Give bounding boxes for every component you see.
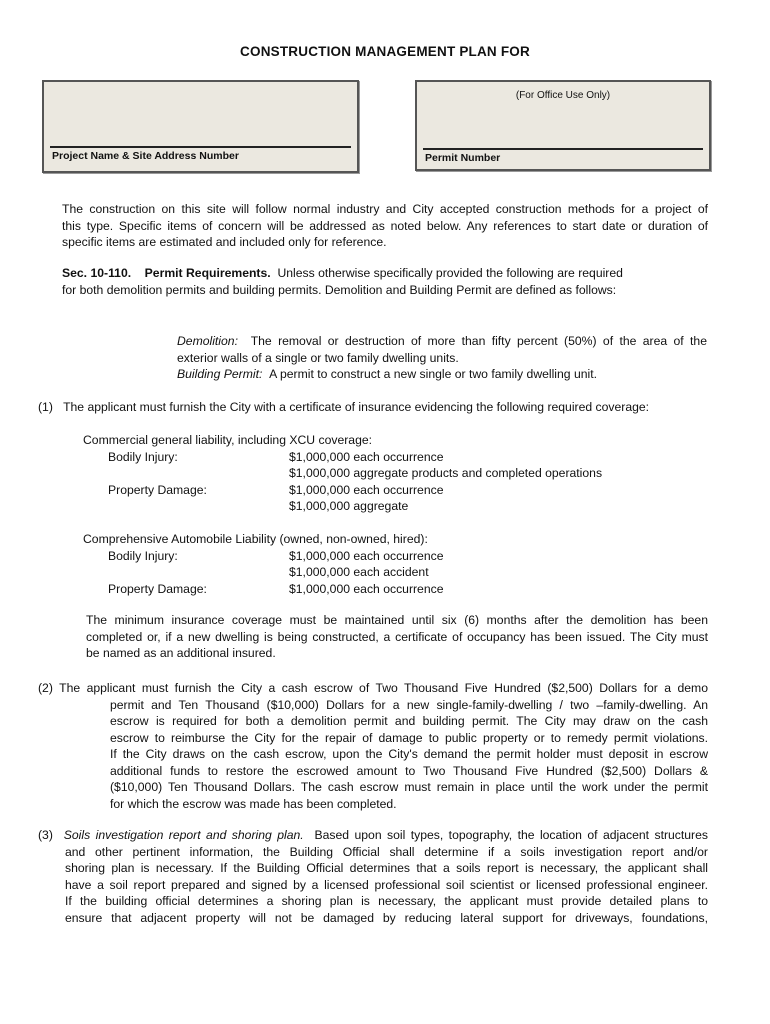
text-line: for both demolition permits and building permits. Demolition and Building Permit are defined as follows: bbox=[62, 282, 617, 297]
coverage-value: $1,000,000 aggregate products and completed operations bbox=[289, 466, 603, 480]
definition-term: Demolition: bbox=[177, 334, 238, 348]
signature-line bbox=[423, 148, 703, 150]
text-line: The construction on this site will follow normal industry and City accepted construction methods for a project of bbox=[62, 202, 708, 216]
text-line: If the City draws on the cash escrow, upon the City's demand the permit holder must deposit in escrow bbox=[110, 747, 708, 761]
text-line: this type. Specific items of concern will be addressed as noted below. Any references to start date or duration of bbox=[62, 218, 708, 233]
text-line: The removal or destruction of more than fifty percent (50%) of the area of the bbox=[250, 334, 707, 348]
text-line: for which the escrow was made has been completed. bbox=[110, 796, 397, 811]
item-2 bbox=[38, 680, 708, 697]
item-2-continued bbox=[110, 697, 708, 813]
coverage-value: $1,000,000 each occurrence bbox=[289, 548, 444, 563]
cgl-heading: Commercial general liability, including XCU coverage: bbox=[83, 433, 373, 447]
text-line: permit and Ten Thousand ($10,000) Dollars for a new single-family-dwelling / two –family-dwelling. An bbox=[110, 697, 708, 712]
project-name-field[interactable] bbox=[42, 80, 359, 173]
project-name-label: Project Name & Site Address Number bbox=[52, 150, 239, 162]
permit-number-label: Permit Number bbox=[425, 152, 501, 164]
definitions bbox=[177, 333, 707, 383]
coverage-value: $1,000,000 each accident bbox=[289, 565, 429, 579]
coverage-label: Property Damage: bbox=[108, 482, 207, 497]
signature-line bbox=[50, 146, 351, 148]
text-line: and other pertinent information, the Building Official shall determine if a soils investigation report and/or bbox=[65, 844, 708, 859]
text-line: exterior walls of a single or two family dwelling units. bbox=[177, 350, 459, 365]
text-line: be named as an additional insured. bbox=[86, 646, 276, 660]
permit-number-field[interactable] bbox=[415, 80, 711, 171]
text-line: additional funds to restore the escrowed amount to Two Thousand Five Hundred ($2,500) Dollars & bbox=[110, 763, 708, 778]
item-heading: Soils investigation report and shoring plan. bbox=[63, 828, 304, 842]
text-line: (2) The applicant must furnish the City a cash escrow of Two Thousand Five Hundred ($2,500) Dollars for a demo bbox=[38, 681, 708, 695]
minimum-insurance-paragraph bbox=[86, 612, 708, 662]
text-line: escrow to reimburse the City for the repair of damage to public property or to remedy permit violations. bbox=[110, 730, 708, 745]
office-use-note: (For Office Use Only) bbox=[515, 90, 611, 101]
item-1 bbox=[38, 399, 649, 416]
text-line: A permit to construct a new single or two family dwelling unit. bbox=[269, 367, 597, 381]
coverage-value: $1,000,000 each occurrence bbox=[289, 449, 444, 464]
coverage-label: Bodily Injury: bbox=[108, 449, 178, 464]
intro-paragraph bbox=[62, 201, 708, 251]
text-line: The applicant must furnish the City with a certificate of insurance evidencing the following required coverage: bbox=[63, 400, 650, 414]
section-heading: Permit Requirements. bbox=[144, 266, 271, 280]
item-3 bbox=[38, 827, 708, 844]
text-line: Based upon soil types, topography, the location of adjacent structures bbox=[314, 828, 708, 842]
coverage-value: $1,000,000 each occurrence bbox=[289, 581, 444, 596]
auto-heading: Comprehensive Automobile Liability (owned, non-owned, hired): bbox=[83, 532, 428, 546]
text-line: The minimum insurance coverage must be maintained until six (6) months after the demolition has been bbox=[86, 613, 708, 627]
item-number: (3) bbox=[38, 828, 53, 842]
coverage-label: Property Damage: bbox=[108, 581, 207, 596]
item-3-continued bbox=[65, 844, 708, 927]
section-number: Sec. 10-110. bbox=[62, 266, 132, 280]
text-line: shoring plan is necessary. If the Building Official determines that a soils report is necessary, the applicant shall bbox=[65, 861, 708, 875]
text-line: specific items are estimated and included only for reference. bbox=[62, 235, 387, 249]
text-line: escrow is required for both a demolition permit and building permit. The City may draw on the cash bbox=[110, 714, 708, 728]
coverage-value: $1,000,000 each occurrence bbox=[289, 482, 444, 497]
text-line: ensure that adjacent property will not be damaged by reducing lateral support for driveways, foundations, bbox=[65, 910, 708, 925]
section-10-110 bbox=[62, 265, 722, 298]
definition-term: Building Permit: bbox=[177, 367, 263, 381]
coverage-value: $1,000,000 aggregate bbox=[289, 499, 409, 513]
text-line: If the building official determines a shoring plan is necessary, the applicant must provide detailed plans to bbox=[65, 894, 708, 908]
coverage-label: Bodily Injury: bbox=[108, 548, 178, 563]
text-line: Unless otherwise specifically provided the following are required bbox=[277, 266, 623, 280]
document-title: CONSTRUCTION MANAGEMENT PLAN FOR bbox=[240, 44, 530, 59]
text-line: have a soil report prepared and signed by a licensed professional soil scientist or licensed professional engineer. bbox=[65, 877, 708, 892]
text-line: completed or, if a new dwelling is being constructed, a certificate of occupancy has been issued. The City must bbox=[86, 629, 708, 644]
text-line: ($10,000) Ten Thousand Dollars. The cash escrow must remain in place until the work under the permit bbox=[110, 780, 708, 794]
item-number: (1) bbox=[38, 400, 53, 414]
